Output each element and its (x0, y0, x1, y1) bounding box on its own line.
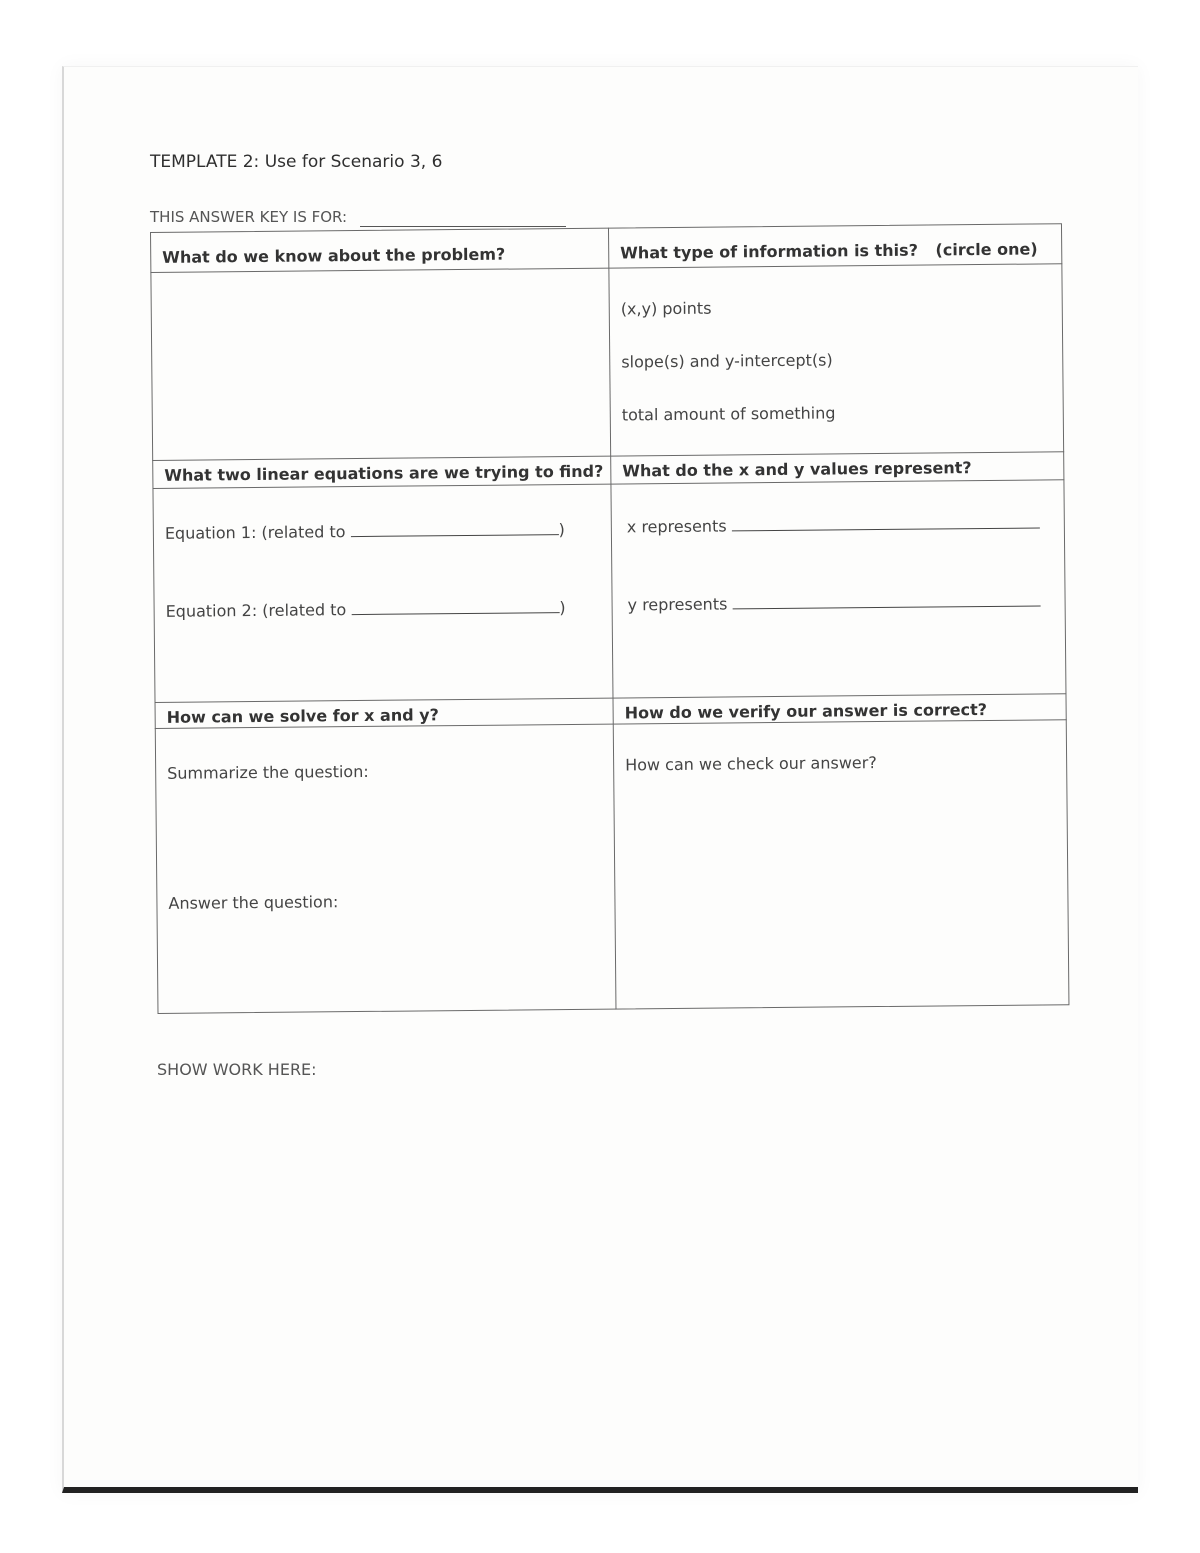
answer-key-blank[interactable] (360, 226, 566, 227)
option-xy-points[interactable]: (x,y) points (620, 298, 712, 319)
check-answer-label: How can we check our answer? (625, 753, 877, 775)
solve-header: How can we solve for x and y? (166, 705, 440, 727)
known-info-answer-area[interactable] (162, 278, 604, 452)
equation1-row (165, 520, 565, 543)
equation2-close-paren: ) (559, 598, 566, 618)
known-info-header: What do we know about the problem? (162, 244, 506, 267)
equation1-label: Equation 1: (related to (164, 522, 346, 543)
equation1-close-paren: ) (558, 520, 565, 540)
x-represents-row (627, 513, 1040, 536)
equation2-row (166, 598, 566, 621)
info-type-header (620, 239, 1038, 262)
y-represents-label: y represents (627, 594, 728, 615)
equation2-label: Equation 2: (related to (165, 600, 347, 621)
show-work-label: SHOW WORK HERE: (157, 1060, 317, 1079)
page-title: TEMPLATE 2: Use for Scenario 3, 6 (150, 152, 443, 172)
y-represents-row (628, 591, 1041, 614)
option-total-amount[interactable]: total amount of something (621, 403, 836, 425)
option-slope-intercept[interactable]: slope(s) and y-intercept(s) (621, 350, 833, 372)
x-represents-label: x represents (626, 516, 727, 537)
info-type-header-text: What type of information is this? (620, 240, 919, 263)
equation2-blank[interactable] (351, 612, 559, 615)
equation1-blank[interactable] (351, 534, 559, 537)
y-represents-blank[interactable] (733, 605, 1041, 609)
summarize-label: Summarize the question: (167, 761, 369, 783)
equations-header: What two linear equations are we trying to find? (164, 461, 604, 485)
worksheet-table (150, 223, 1069, 1014)
xy-values-header: What do the x and y values represent? (622, 458, 972, 481)
x-represents-blank[interactable] (732, 527, 1040, 531)
answer-label: Answer the question: (168, 892, 339, 913)
answer-key-label: THIS ANSWER KEY IS FOR: (150, 208, 348, 226)
circle-one-note: (circle one) (935, 239, 1038, 260)
verify-header: How do we verify our answer is correct? (624, 699, 988, 723)
